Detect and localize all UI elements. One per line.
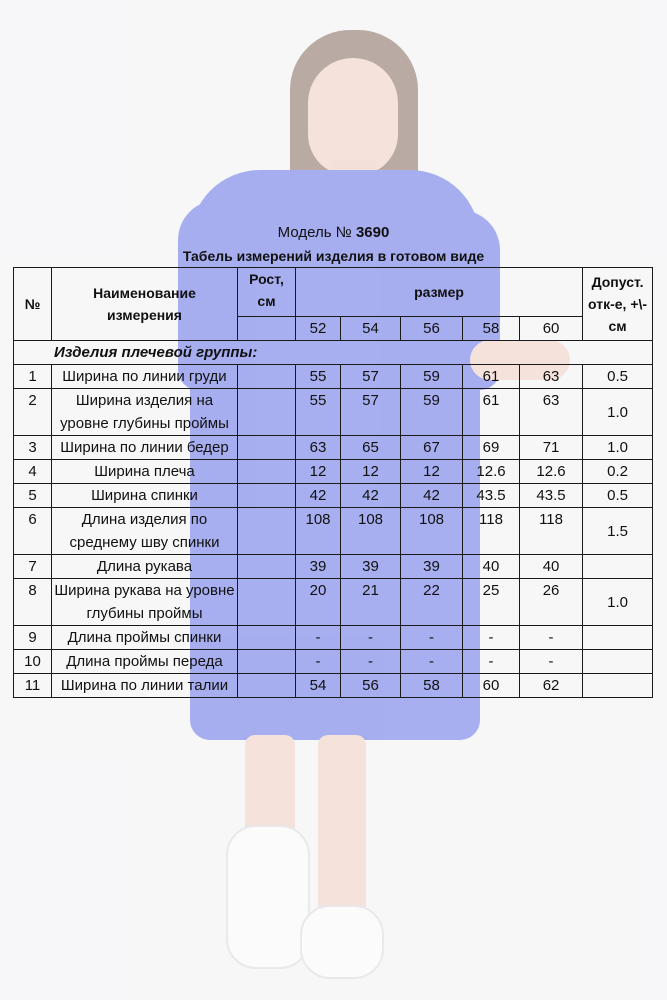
row-height-cell [238,460,296,484]
row-value: 55 [296,389,341,436]
row-tolerance [583,626,653,650]
row-value: 25 [463,579,520,626]
table-row [14,389,653,436]
row-value: 39 [296,555,341,579]
row-height-cell [238,389,296,436]
row-value: - [296,626,341,650]
row-value: 39 [341,555,401,579]
row-value: - [520,650,583,674]
row-value: 65 [341,436,401,460]
row-value: 43.5 [463,484,520,508]
row-tolerance: 0.5 [583,484,653,508]
row-number: 4 [14,460,52,484]
row-value: 108 [341,508,401,555]
row-value: 63 [520,389,583,436]
row-value: 20 [296,579,341,626]
table-row [14,508,653,555]
header-size: размер [296,268,583,317]
table-row [14,579,653,626]
row-name: Ширина спинки [52,484,238,508]
row-number: 11 [14,674,52,698]
header-height-blank [238,317,296,341]
row-tolerance [583,674,653,698]
row-value: - [401,626,463,650]
row-name: Длина изделия по среднему шву спинки [52,508,238,555]
table-row [14,555,653,579]
size-cell: 52 [296,317,341,341]
row-value: - [401,650,463,674]
row-value: 42 [296,484,341,508]
row-value: 62 [520,674,583,698]
row-value: 26 [520,579,583,626]
row-name: Ширина изделия на уровне глубины проймы [52,389,238,436]
row-value: 69 [463,436,520,460]
row-value: 108 [401,508,463,555]
size-cell: 60 [520,317,583,341]
row-value: 56 [341,674,401,698]
row-value: 12 [401,460,463,484]
row-value: 118 [463,508,520,555]
row-value: - [341,650,401,674]
row-value: - [520,626,583,650]
size-cell: 56 [401,317,463,341]
row-tolerance: 1.5 [583,508,653,555]
header-num: № [14,268,52,341]
row-number: 7 [14,555,52,579]
model-number: 3690 [355,224,390,241]
row-value: - [341,626,401,650]
row-height-cell [238,484,296,508]
row-value: 57 [341,365,401,389]
row-name: Ширина плеча [52,460,238,484]
row-height-cell [238,674,296,698]
row-value: 55 [296,365,341,389]
header-height: Рост, см [238,268,296,317]
header-tolerance: Допуст. отк-е, +\-см [583,268,653,341]
row-value: 63 [296,436,341,460]
row-value: 43.5 [520,484,583,508]
row-number: 10 [14,650,52,674]
row-name: Ширина по линии талии [52,674,238,698]
row-tolerance [583,650,653,674]
row-number: 2 [14,389,52,436]
row-name: Длина рукава [52,555,238,579]
row-value: 12 [341,460,401,484]
row-height-cell [238,365,296,389]
row-tolerance: 0.2 [583,460,653,484]
row-value: 54 [296,674,341,698]
row-value: 108 [296,508,341,555]
header-name: Наименование измерения [52,268,238,341]
row-tolerance: 0.5 [583,365,653,389]
row-height-cell [238,650,296,674]
row-value: - [463,626,520,650]
row-name: Ширина по линии бедер [52,436,238,460]
row-value: 57 [341,389,401,436]
row-number: 3 [14,436,52,460]
row-value: 12 [296,460,341,484]
row-value: 60 [463,674,520,698]
row-tolerance: 1.0 [583,436,653,460]
row-value: 12.6 [520,460,583,484]
row-number: 8 [14,579,52,626]
table-row [14,484,653,508]
row-height-cell [238,508,296,555]
row-height-cell [238,436,296,460]
row-value: 42 [401,484,463,508]
table-row [14,674,653,698]
row-value: 71 [520,436,583,460]
row-value: 67 [401,436,463,460]
size-cell: 54 [341,317,401,341]
row-value: 61 [463,365,520,389]
row-value: 21 [341,579,401,626]
row-value: 58 [401,674,463,698]
row-tolerance: 1.0 [583,579,653,626]
table-row [14,650,653,674]
row-value: 59 [401,389,463,436]
table-row [14,626,653,650]
row-value: 118 [520,508,583,555]
row-value: 63 [520,365,583,389]
row-tolerance [583,555,653,579]
model-label: Модель № [277,224,352,241]
row-value: - [463,650,520,674]
row-value: 12.6 [463,460,520,484]
model-title [0,224,667,241]
table-row [14,460,653,484]
row-name: Длина проймы спинки [52,626,238,650]
row-value: 22 [401,579,463,626]
row-name: Ширина по линии груди [52,365,238,389]
size-cell: 58 [463,317,520,341]
row-value: 40 [520,555,583,579]
row-value: 61 [463,389,520,436]
row-number: 5 [14,484,52,508]
row-value: 42 [341,484,401,508]
table-row [14,365,653,389]
row-value: 39 [401,555,463,579]
row-value: 40 [463,555,520,579]
row-number: 9 [14,626,52,650]
table-subtitle: Табель измерений изделия в готовом виде [182,248,485,264]
row-height-cell [238,579,296,626]
row-tolerance: 1.0 [583,389,653,436]
row-name: Ширина рукава на уровне глубины проймы [52,579,238,626]
row-height-cell [238,626,296,650]
measurements-table [13,267,653,698]
row-value: - [296,650,341,674]
row-name: Длина проймы переда [52,650,238,674]
row-number: 1 [14,365,52,389]
row-height-cell [238,555,296,579]
row-value: 59 [401,365,463,389]
table-row [14,436,653,460]
section-title: Изделия плечевой группы: [14,341,653,365]
row-number: 6 [14,508,52,555]
